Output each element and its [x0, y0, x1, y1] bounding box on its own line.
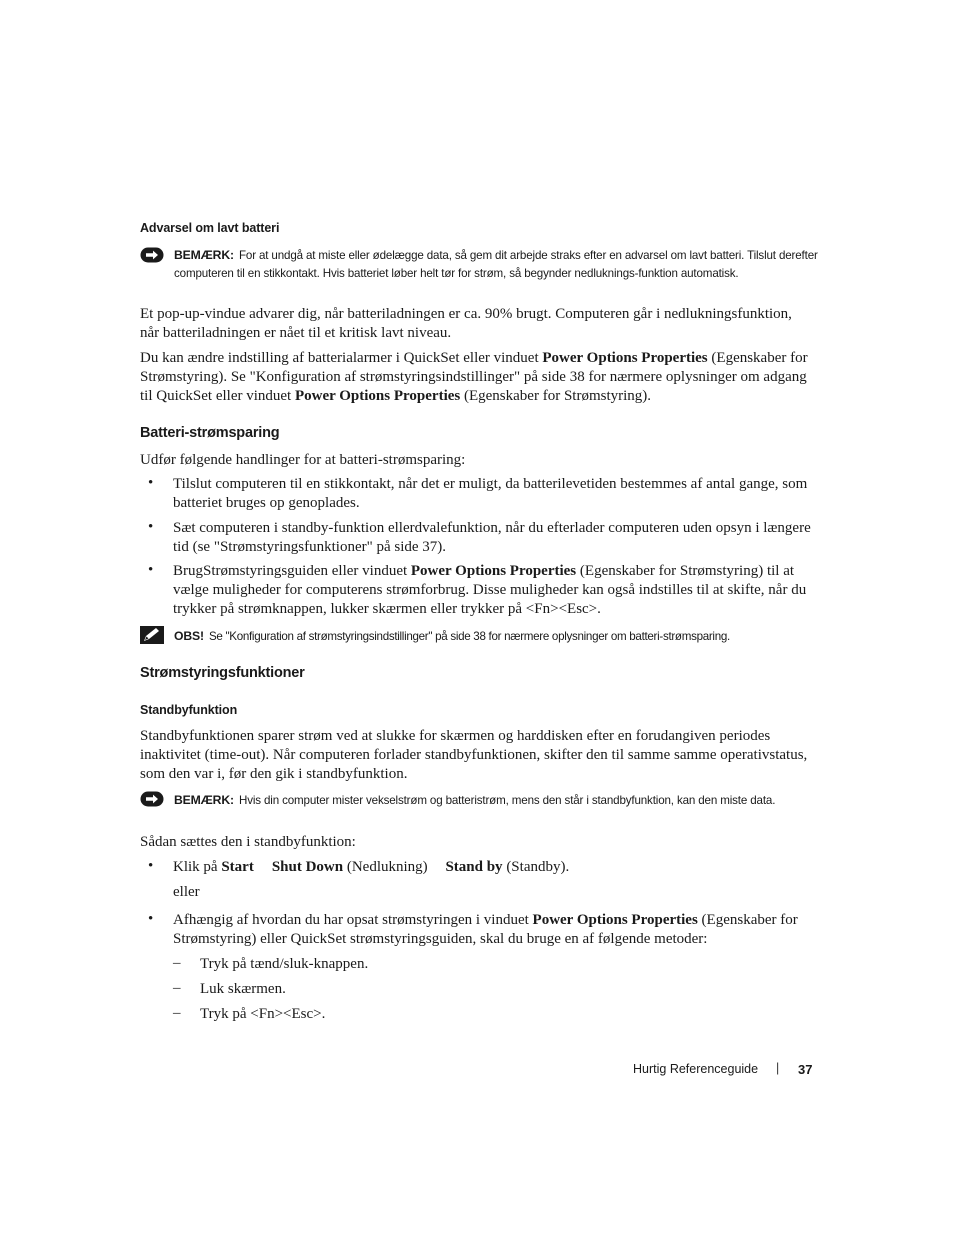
note-text: Hvis din computer mister vekselstrøm og batteristrøm, mens den står i standbyfunktion, kan den miste data. — [238, 794, 776, 807]
dash-item-fn-esc: Tryk på <Fn><Esc>. — [200, 1006, 326, 1022]
ui-term-power-options: Power Options Properties — [542, 350, 708, 366]
dash-marker: – — [173, 955, 181, 971]
notice-icon — [140, 247, 164, 263]
heading-low-battery-warning: Advarsel om lavt batteri — [140, 221, 280, 235]
ui-term-stand-by: Stand by — [445, 859, 503, 875]
note-text: For at undgå at miste eller ødelægge data, så gem dit arbejde straks efter en advarsel om lavt batteri. Tilslut derefter computeren til en stikkontakt. Hvis batteriet løber helt tør for strøm, så begynder nedluknings-funktion automatisk. — [174, 249, 818, 280]
note-low-battery — [174, 246, 818, 283]
text-run: (Nedlukning) — [343, 859, 432, 875]
bullet-depending-setup — [173, 911, 813, 949]
paragraph-how-to-standby: Sådan sættes den i standbyfunktion: — [140, 834, 356, 850]
footer-title: Hurtig Referenceguide — [633, 1062, 759, 1076]
ui-term-power-options: Power Options Properties — [532, 912, 698, 928]
text-run: (Egenskaber for Strømstyring). Se "Konfiguration af strømstyringsindstillinger" på side 38 for nærmere oplysninger om adgang til QuickSet eller vinduet — [140, 350, 808, 404]
page-number: 37 — [798, 1062, 813, 1077]
dash-item-power-button: Tryk på tænd/sluk-knappen. — [200, 956, 369, 972]
bullet-power-guide — [173, 562, 813, 619]
bullet-click-start — [173, 858, 813, 877]
footer-separator: | — [776, 1061, 780, 1075]
text-run: (Egenskaber for Strømstyring) til at vælge muligheder for computerens strømforbrug. Disse muligheder kan også indstilles til at skifte, når du trykker på strømknappen, lukker skærmen eller trykker på <Fn><Esc>. — [173, 563, 807, 617]
notice-icon — [140, 791, 164, 807]
heading-power-functions: Strømstyringsfunktioner — [140, 665, 305, 681]
bullet-marker: • — [148, 519, 154, 535]
obs-battery-saving — [174, 627, 834, 646]
bullet-standby-hibernate: Sæt computeren i standby-funktion ellerdvalefunktion, når du efterlader computeren uden opsyn i længere tid (se "Strømstyringsfunktioner" på side 37). — [173, 520, 811, 555]
text-run: (Standby). — [502, 859, 570, 875]
obs-label: OBS! — [174, 629, 204, 643]
obs-pencil-icon — [140, 626, 164, 644]
heading-battery-saving: Batteri-strømsparing — [140, 425, 280, 441]
text-run: BrugStrømstyringsguiden eller vinduet — [173, 563, 411, 579]
paragraph-standby-description: Standbyfunktionen sparer strøm ved at slukke for skærmen og harddisken efter en forudangiven periodes inaktivitet (time-out). Når computeren forlader standbyfunktionen, skifter den til samme samme operativstatus, som den var i, før den gik i standbyfunktion. — [140, 728, 808, 782]
ui-term-power-options: Power Options Properties — [294, 388, 461, 404]
bullet-marker: • — [148, 858, 154, 874]
ui-term-start: Start — [221, 859, 254, 875]
bullet-marker: • — [148, 562, 154, 578]
text-run: Du kan ændre indstilling af batterialarmer i QuickSet eller vinduet — [140, 350, 543, 366]
obs-text: Se "Konfiguration af strømstyringsindstillinger" på side 38 for nærmere oplysninger om batteri-strømsparing. — [208, 630, 730, 643]
paragraph-battery-saving-intro: Udfør følgende handlinger for at batteri-strømsparing: — [140, 452, 466, 468]
bullet-connect-outlet: Tilslut computeren til en stikkontakt, når det er muligt, da batterilevetiden bestemmes af antal gange, som batteriet bruges op genoplades. — [173, 476, 808, 511]
text-run: (Egenskaber for Strømstyring) eller QuickSet strømstyringsguiden, skal du bruge en af følgende metoder: — [173, 912, 798, 947]
text-or: eller — [173, 884, 200, 900]
subheading-standby: Standbyfunktion — [140, 703, 238, 717]
text-run: Afhængig af hvordan du har opsat strømstyringen i vinduet — [173, 912, 533, 928]
ui-term-power-options: Power Options Properties — [410, 563, 577, 579]
dash-marker: – — [173, 1005, 181, 1021]
paragraph-popup-warning: Et pop-up-vindue advarer dig, når batteriladningen er ca. 90% brugt. Computeren går i nedlukningsfunktion, når batteriladningen er nået til et kritisk lavt niveau. — [140, 306, 792, 341]
bullet-marker: • — [148, 475, 154, 491]
paragraph-change-alarms — [140, 349, 812, 406]
note-label: BEMÆRK: — [174, 793, 234, 807]
dash-marker: – — [173, 980, 181, 996]
ui-term-shut-down: Shut Down — [271, 859, 344, 875]
note-standby-data-loss — [174, 791, 818, 810]
bullet-marker: • — [148, 911, 154, 927]
note-label: BEMÆRK: — [174, 248, 234, 262]
text-run: (Egenskaber for Strømstyring). — [460, 388, 652, 404]
dash-item-close-display: Luk skærmen. — [200, 981, 286, 997]
text-run: Klik på — [173, 859, 222, 875]
